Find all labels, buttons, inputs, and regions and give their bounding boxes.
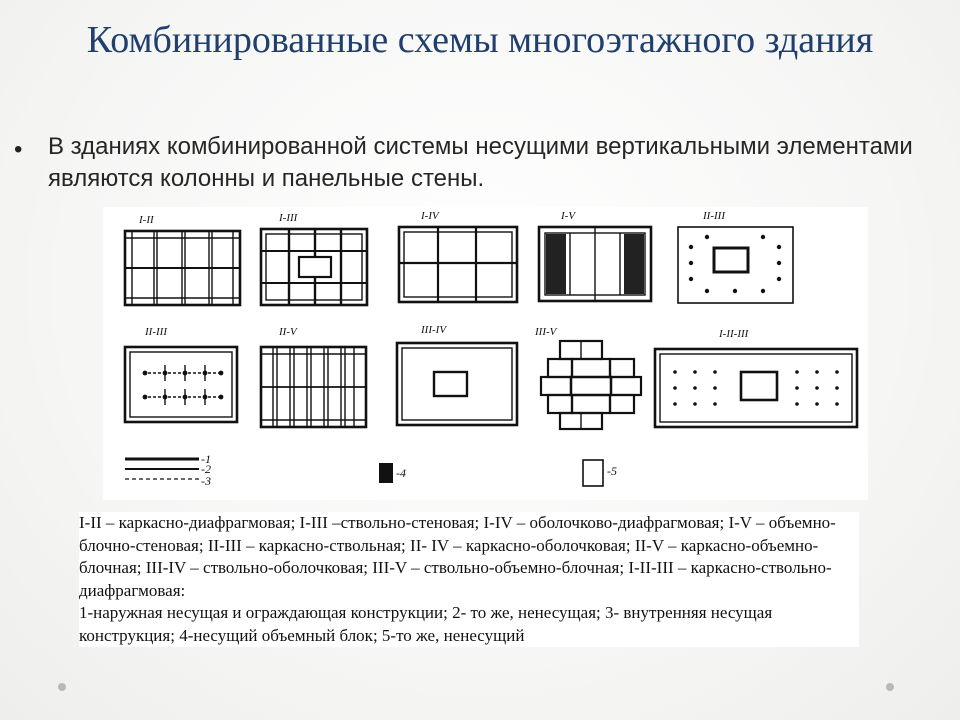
slide-title: Комбинированные схемы многоэтажного здания	[86, 19, 874, 61]
scheme-8-III-IV	[397, 343, 517, 425]
legend-block-4	[379, 463, 393, 483]
scheme-2-I-III	[261, 229, 367, 305]
caption-legend-description: 1-наружная несущая и ограждающая конструкции; 2- то же, ненесущая; 3- внутренняя несущая конструкция; 4-несущий объемный блок; 5-то же, ненесущий	[79, 603, 773, 645]
scheme-10-I-II-III	[655, 349, 857, 427]
scheme-label: III-V	[535, 326, 557, 338]
scheme-label: I-IV	[421, 210, 439, 222]
scheme-3-I-IV	[399, 227, 517, 302]
scheme-label: II-V	[279, 326, 297, 338]
legend-number: -1	[201, 452, 211, 466]
scheme-6-II-III	[125, 347, 237, 422]
scheme-1-I-II	[125, 231, 240, 305]
scheme-label: III-IV	[421, 324, 447, 336]
corner-dot-left	[58, 683, 66, 691]
scheme-label: I-V	[561, 210, 576, 222]
bullet-marker: •	[14, 136, 23, 163]
scheme-9-III-V	[541, 341, 641, 429]
scheme-4-I-V	[539, 227, 651, 301]
scheme-label: II-III	[145, 326, 167, 338]
legend-number: -2	[201, 462, 211, 476]
schemes-figure	[103, 207, 868, 500]
legend-number: -3	[201, 474, 211, 488]
caption-schemes-description: I-II – каркасно-диафрагмовая; I-III –ствольно-стеновая; I-IV – оболочково-диафрагмовая; I-V – объемно-блочно-стеновая; II-III – каркасно-ствольная; II- IV – каркасно-оболочковая; II-V – каркасно-объемно-блочная; III-IV – ствольно-оболочковая; III-V – ствольно-объемно-блочная; I-II-III – каркасно-ствольно-диафрагмовая:	[79, 513, 836, 600]
legend-block-5	[583, 460, 603, 486]
legend-number: -5	[607, 464, 617, 478]
scheme-label: I-II	[139, 214, 154, 226]
scheme-label: I-III	[279, 212, 298, 224]
legend-numbers	[201, 452, 617, 488]
corner-dot-right	[886, 683, 894, 691]
figure-caption	[79, 512, 859, 647]
scheme-label: II-III	[703, 210, 725, 222]
bullet-text: В зданиях комбинированной системы несущими вертикальными элементами являются колонны и панельные стены.	[48, 133, 913, 192]
scheme-label: I-II-III	[719, 328, 749, 340]
scheme-7-II-V	[261, 347, 366, 427]
legend-number: -4	[396, 466, 406, 480]
scheme-5-II-III	[678, 227, 793, 303]
scheme-labels	[138, 210, 750, 340]
schemes-drawing	[103, 207, 868, 500]
legend	[125, 459, 603, 486]
